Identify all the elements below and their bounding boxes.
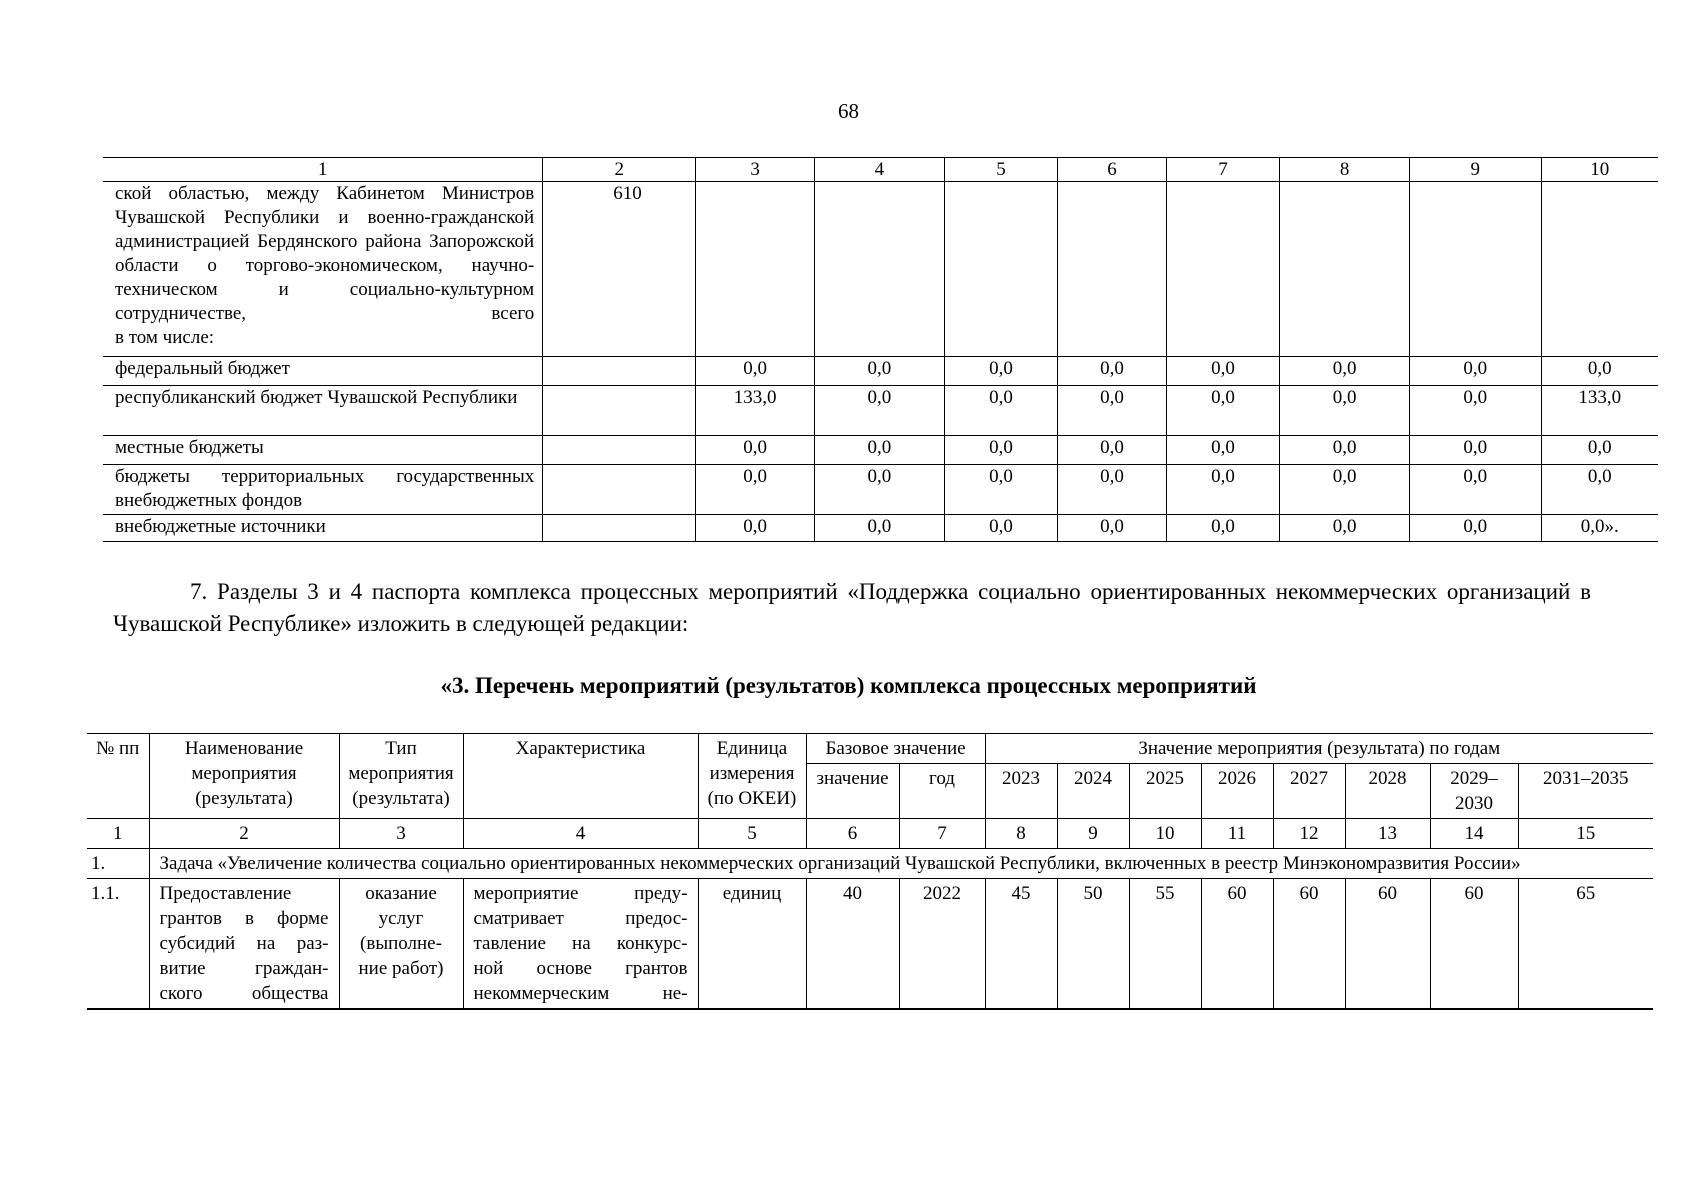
row-name-text: ской областью, между Кабинетом Министров Чувашской Республики и военно-гражданской администрацией Бердянского района Запорожской области о торгово-экономическом, научно-техническом и социально-культурном сотрудничестве, всего	[115, 183, 535, 324]
column-numbers-row	[87, 819, 1653, 849]
table-row	[103, 515, 1658, 542]
column-number: 14	[1430, 819, 1518, 849]
column-number: 12	[1273, 819, 1345, 849]
table-row	[103, 357, 1658, 386]
budget-table-header	[103, 158, 1658, 182]
header-base-value: значение	[806, 764, 899, 819]
text-line: тавление на конкурс-	[473, 933, 688, 954]
cell	[1058, 182, 1166, 357]
cell	[944, 182, 1058, 357]
task-number: 1.	[87, 849, 149, 879]
page-number: 68	[838, 99, 859, 123]
cell-value: 0,0	[1409, 465, 1541, 515]
row-number: 1.1.	[87, 879, 149, 1010]
table-row	[103, 182, 1658, 357]
cell-value: 0,0	[1280, 386, 1410, 436]
column-number: 15	[1518, 819, 1653, 849]
row-name	[103, 182, 543, 357]
cell	[815, 182, 945, 357]
header-year: 2026	[1201, 764, 1273, 819]
cell	[543, 465, 696, 515]
row-name: бюджеты территориальных государственных внебюджетных фондов	[103, 465, 543, 515]
year-value: 45	[985, 879, 1057, 1010]
text-line: оказание	[365, 883, 437, 904]
base-year: 2022	[899, 879, 985, 1010]
column-number: 9	[1057, 819, 1129, 849]
text-line: ние работ)	[358, 958, 444, 979]
text-line: мероприятие преду-	[473, 883, 688, 904]
row-name: федеральный бюджет	[103, 357, 543, 386]
table-row	[87, 879, 1653, 1010]
cell-value: 0,0	[1058, 386, 1166, 436]
cell-value: 0,0	[815, 465, 945, 515]
cell-value: 0,0	[696, 465, 815, 515]
cell-value: 0,0	[1409, 515, 1541, 542]
cell-value: 0,0	[944, 357, 1058, 386]
cell-value: 0,0	[1166, 465, 1280, 515]
header-characteristic: Характеристика	[463, 734, 698, 819]
cell-value: 0,0	[944, 465, 1058, 515]
row-name: местные бюджеты	[103, 436, 543, 465]
text-line: субсидий на раз-	[159, 933, 329, 954]
text-line: Предоставление	[159, 883, 292, 904]
column-number: 3	[339, 819, 463, 849]
text-line: ной основе грантов	[473, 958, 688, 979]
header-year: 2029–2030	[1430, 764, 1518, 819]
cell	[543, 436, 696, 465]
budget-table	[103, 157, 1658, 542]
header-num: № пп	[87, 734, 149, 819]
task-text: Задача «Увеличение количества социально ориентированных некоммерческих организаций Чувашской Республики, включенных в реестр Минэкономразвития России»	[149, 849, 1653, 879]
table-row	[103, 465, 1658, 515]
cell-value: 0,0	[1280, 436, 1410, 465]
header-by-years: Значение мероприятия (результата) по годам	[985, 734, 1653, 764]
cell-value: 0,0	[815, 357, 945, 386]
row-name: республиканский бюджет Чувашской Республики	[103, 386, 543, 436]
cell-value: 0,0	[815, 386, 945, 436]
cell	[543, 386, 696, 436]
body-paragraph: 7. Разделы 3 и 4 паспорта комплекса процессных мероприятий «Поддержка социально ориентированных некоммерческих организаций в Чувашской Республике» изложить в следующей редакции:	[113, 579, 1591, 636]
cell-value: 0,0	[1166, 515, 1280, 542]
header-year: 2024	[1057, 764, 1129, 819]
cell	[543, 357, 696, 386]
cell-value: 0,0	[1409, 436, 1541, 465]
section-title: «3. Перечень мероприятий (результатов) комплекса процессных мероприятий	[440, 673, 1257, 698]
row-name-tail: в том числе:	[115, 327, 215, 348]
column-number: 4	[815, 158, 945, 182]
header-unit: Единица измерения (по ОКЕИ)	[698, 734, 806, 819]
column-number: 9	[1409, 158, 1541, 182]
cell-value: 0,0	[944, 386, 1058, 436]
text-line: некоммерческим не-	[473, 983, 688, 1004]
cell-value: 0,0	[1166, 386, 1280, 436]
header-year: 2028	[1345, 764, 1430, 819]
cell	[696, 182, 815, 357]
year-value: 60	[1345, 879, 1430, 1010]
column-number: 2	[543, 158, 696, 182]
column-number: 10	[1129, 819, 1201, 849]
row-code: 610	[543, 182, 696, 357]
table-row	[103, 436, 1658, 465]
row-name: внебюджетные источники	[103, 515, 543, 542]
cell-value: 0,0	[1409, 357, 1541, 386]
table-header-row	[87, 734, 1653, 764]
column-number: 1	[87, 819, 149, 849]
column-number: 7	[1166, 158, 1280, 182]
header-name: Наименование мероприятия (результата)	[149, 734, 339, 819]
cell-value: 0,0	[1280, 465, 1410, 515]
cell	[543, 515, 696, 542]
cell-value: 0,0	[1541, 436, 1658, 465]
year-value: 65	[1518, 879, 1653, 1010]
text-line: (выполне-	[360, 933, 442, 954]
cell-value: 0,0	[1541, 357, 1658, 386]
text-line: сматривает предос-	[473, 908, 688, 929]
cell-value: 133,0	[1541, 386, 1658, 436]
cell-value: 0,0	[1280, 357, 1410, 386]
cell-value: 0,0	[696, 436, 815, 465]
header-year: 2023	[985, 764, 1057, 819]
cell-value: 0,0	[1058, 465, 1166, 515]
cell-value: 0,0	[1409, 386, 1541, 436]
cell-value: 0,0	[1166, 357, 1280, 386]
cell-value: 0,0	[1280, 515, 1410, 542]
header-year: 2027	[1273, 764, 1345, 819]
column-number: 6	[806, 819, 899, 849]
cell	[1409, 182, 1541, 357]
cell-value: 133,0	[696, 386, 815, 436]
cell-value: 0,0».	[1541, 515, 1658, 542]
cell-value: 0,0	[944, 436, 1058, 465]
year-value: 60	[1201, 879, 1273, 1010]
column-number: 13	[1345, 819, 1430, 849]
text-line: услуг	[378, 908, 424, 929]
task-row	[87, 849, 1653, 879]
cell-value: 0,0	[696, 357, 815, 386]
table-row	[103, 386, 1658, 436]
cell-value: 0,0	[815, 436, 945, 465]
activity-type	[339, 879, 463, 1010]
year-value: 60	[1430, 879, 1518, 1010]
header-year: 2025	[1129, 764, 1201, 819]
cell-value: 0,0	[815, 515, 945, 542]
column-number: 2	[149, 819, 339, 849]
header-year: 2031–2035	[1518, 764, 1653, 819]
year-value: 55	[1129, 879, 1201, 1010]
cell-value: 0,0	[1058, 436, 1166, 465]
text-line: ского общества	[159, 983, 329, 1004]
cell-value: 0,0	[1166, 436, 1280, 465]
text-line: грантов в форме	[159, 908, 329, 929]
cell-value: 0,0	[1058, 515, 1166, 542]
header-type: Тип мероприятия (результата)	[339, 734, 463, 819]
column-number: 6	[1058, 158, 1166, 182]
activity-name	[149, 879, 339, 1010]
cell	[1166, 182, 1280, 357]
header-base-year: год	[899, 764, 985, 819]
column-number: 8	[985, 819, 1057, 849]
year-value: 50	[1057, 879, 1129, 1010]
column-number: 10	[1541, 158, 1658, 182]
cell	[1280, 182, 1410, 357]
column-number: 3	[696, 158, 815, 182]
column-number: 4	[463, 819, 698, 849]
cell-value: 0,0	[696, 515, 815, 542]
cell-value: 0,0	[1058, 357, 1166, 386]
cell-value: 0,0	[944, 515, 1058, 542]
column-number: 11	[1201, 819, 1273, 849]
column-number: 8	[1280, 158, 1410, 182]
year-value: 60	[1273, 879, 1345, 1010]
cell-value: 0,0	[1541, 465, 1658, 515]
base-value: 40	[806, 879, 899, 1010]
activities-table	[87, 733, 1653, 1010]
activity-unit: единиц	[698, 879, 806, 1010]
header-base: Базовое значение	[806, 734, 985, 764]
column-number: 1	[103, 158, 543, 182]
column-number: 7	[899, 819, 985, 849]
text-line: витие граждан-	[159, 958, 329, 979]
activity-characteristic	[463, 879, 698, 1010]
column-number: 5	[944, 158, 1058, 182]
column-number: 5	[698, 819, 806, 849]
cell	[1541, 182, 1658, 357]
